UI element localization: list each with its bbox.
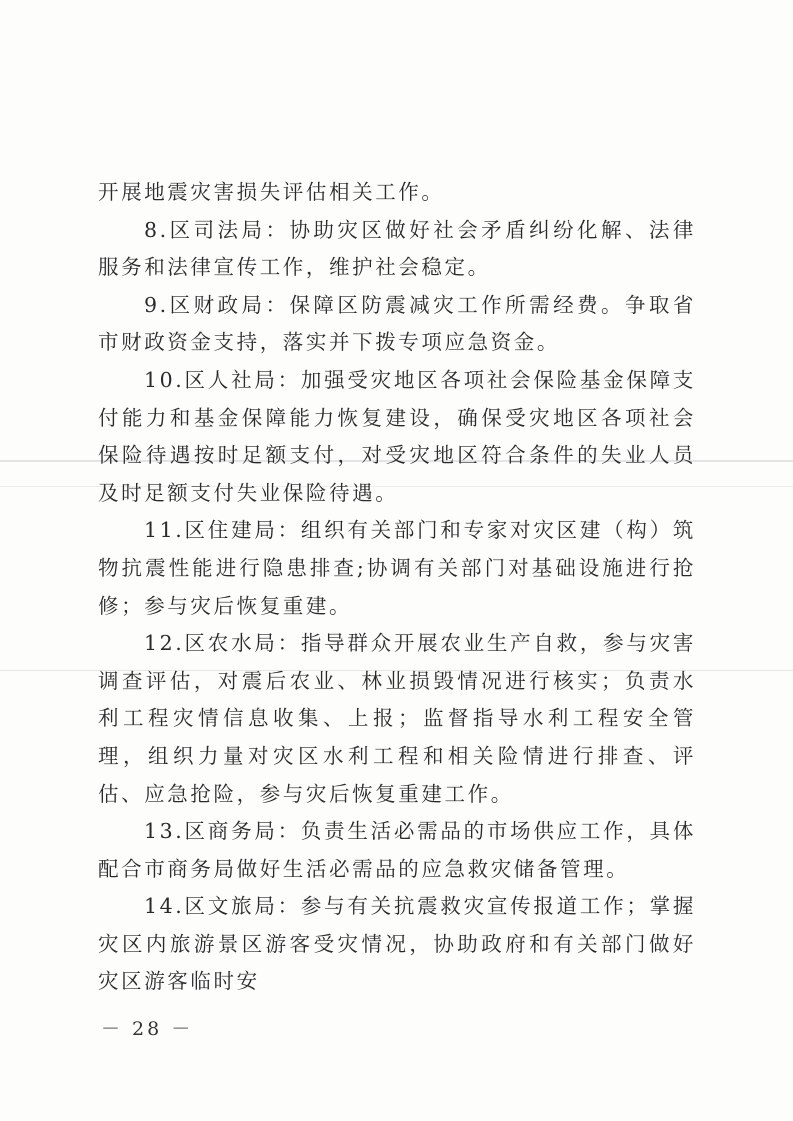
document-body (98, 174, 696, 1001)
paragraph-continuation: 开展地震灾害损失评估相关工作。 (98, 180, 445, 204)
paragraph-item-8: 8.区司法局：协助灾区做好社会矛盾纠纷化解、法律服务和法律宣传工作，维护社会稳定。 (98, 217, 696, 280)
page-number: － 28 － (101, 1018, 194, 1040)
paragraph-item-12: 12.区农水局：指导群众开展农业生产自救，参与灾害调查评估，对震后农业、林业损毁情况进行核实；负责水利工程灾情信息收集、上报；监督指导水利工程安全管理，组织力量对灾区水利工程和相关险情进行排查、评估、应急抢险，参与灾后恢复重建工作。 (98, 631, 696, 806)
paragraph-item-13: 13.区商务局：负责生活必需品的市场供应工作，具体配合市商务局做好生活必需品的应急救灾储备管理。 (98, 819, 696, 881)
paragraph-item-10: 10.区人社局：加强受灾地区各项社会保险基金保障支付能力和基金保障能力恢复建设，确保受灾地区各项社会保险待遇按时足额支付，对受灾地区符合条件的失业人员及时足额支付失业保险待遇。 (98, 367, 696, 505)
paragraph-item-9: 9.区财政局：保障区防震减灾工作所需经费。争取省市财政资金支持，落实并下拨专项应急资金。 (98, 292, 696, 355)
paragraph-item-14: 14.区文旅局：参与有关抗震救灾宣传报道工作；掌握灾区内旅游景区游客受灾情况，协助政府和有关部门做好灾区游客临时安 (98, 894, 696, 994)
paragraph-item-11: 11.区住建局：组织有关部门和专家对灾区建（构）筑物抗震性能进行隐患排查;协调有关部门对基础设施进行抢修；参与灾后恢复重建。 (98, 518, 696, 618)
